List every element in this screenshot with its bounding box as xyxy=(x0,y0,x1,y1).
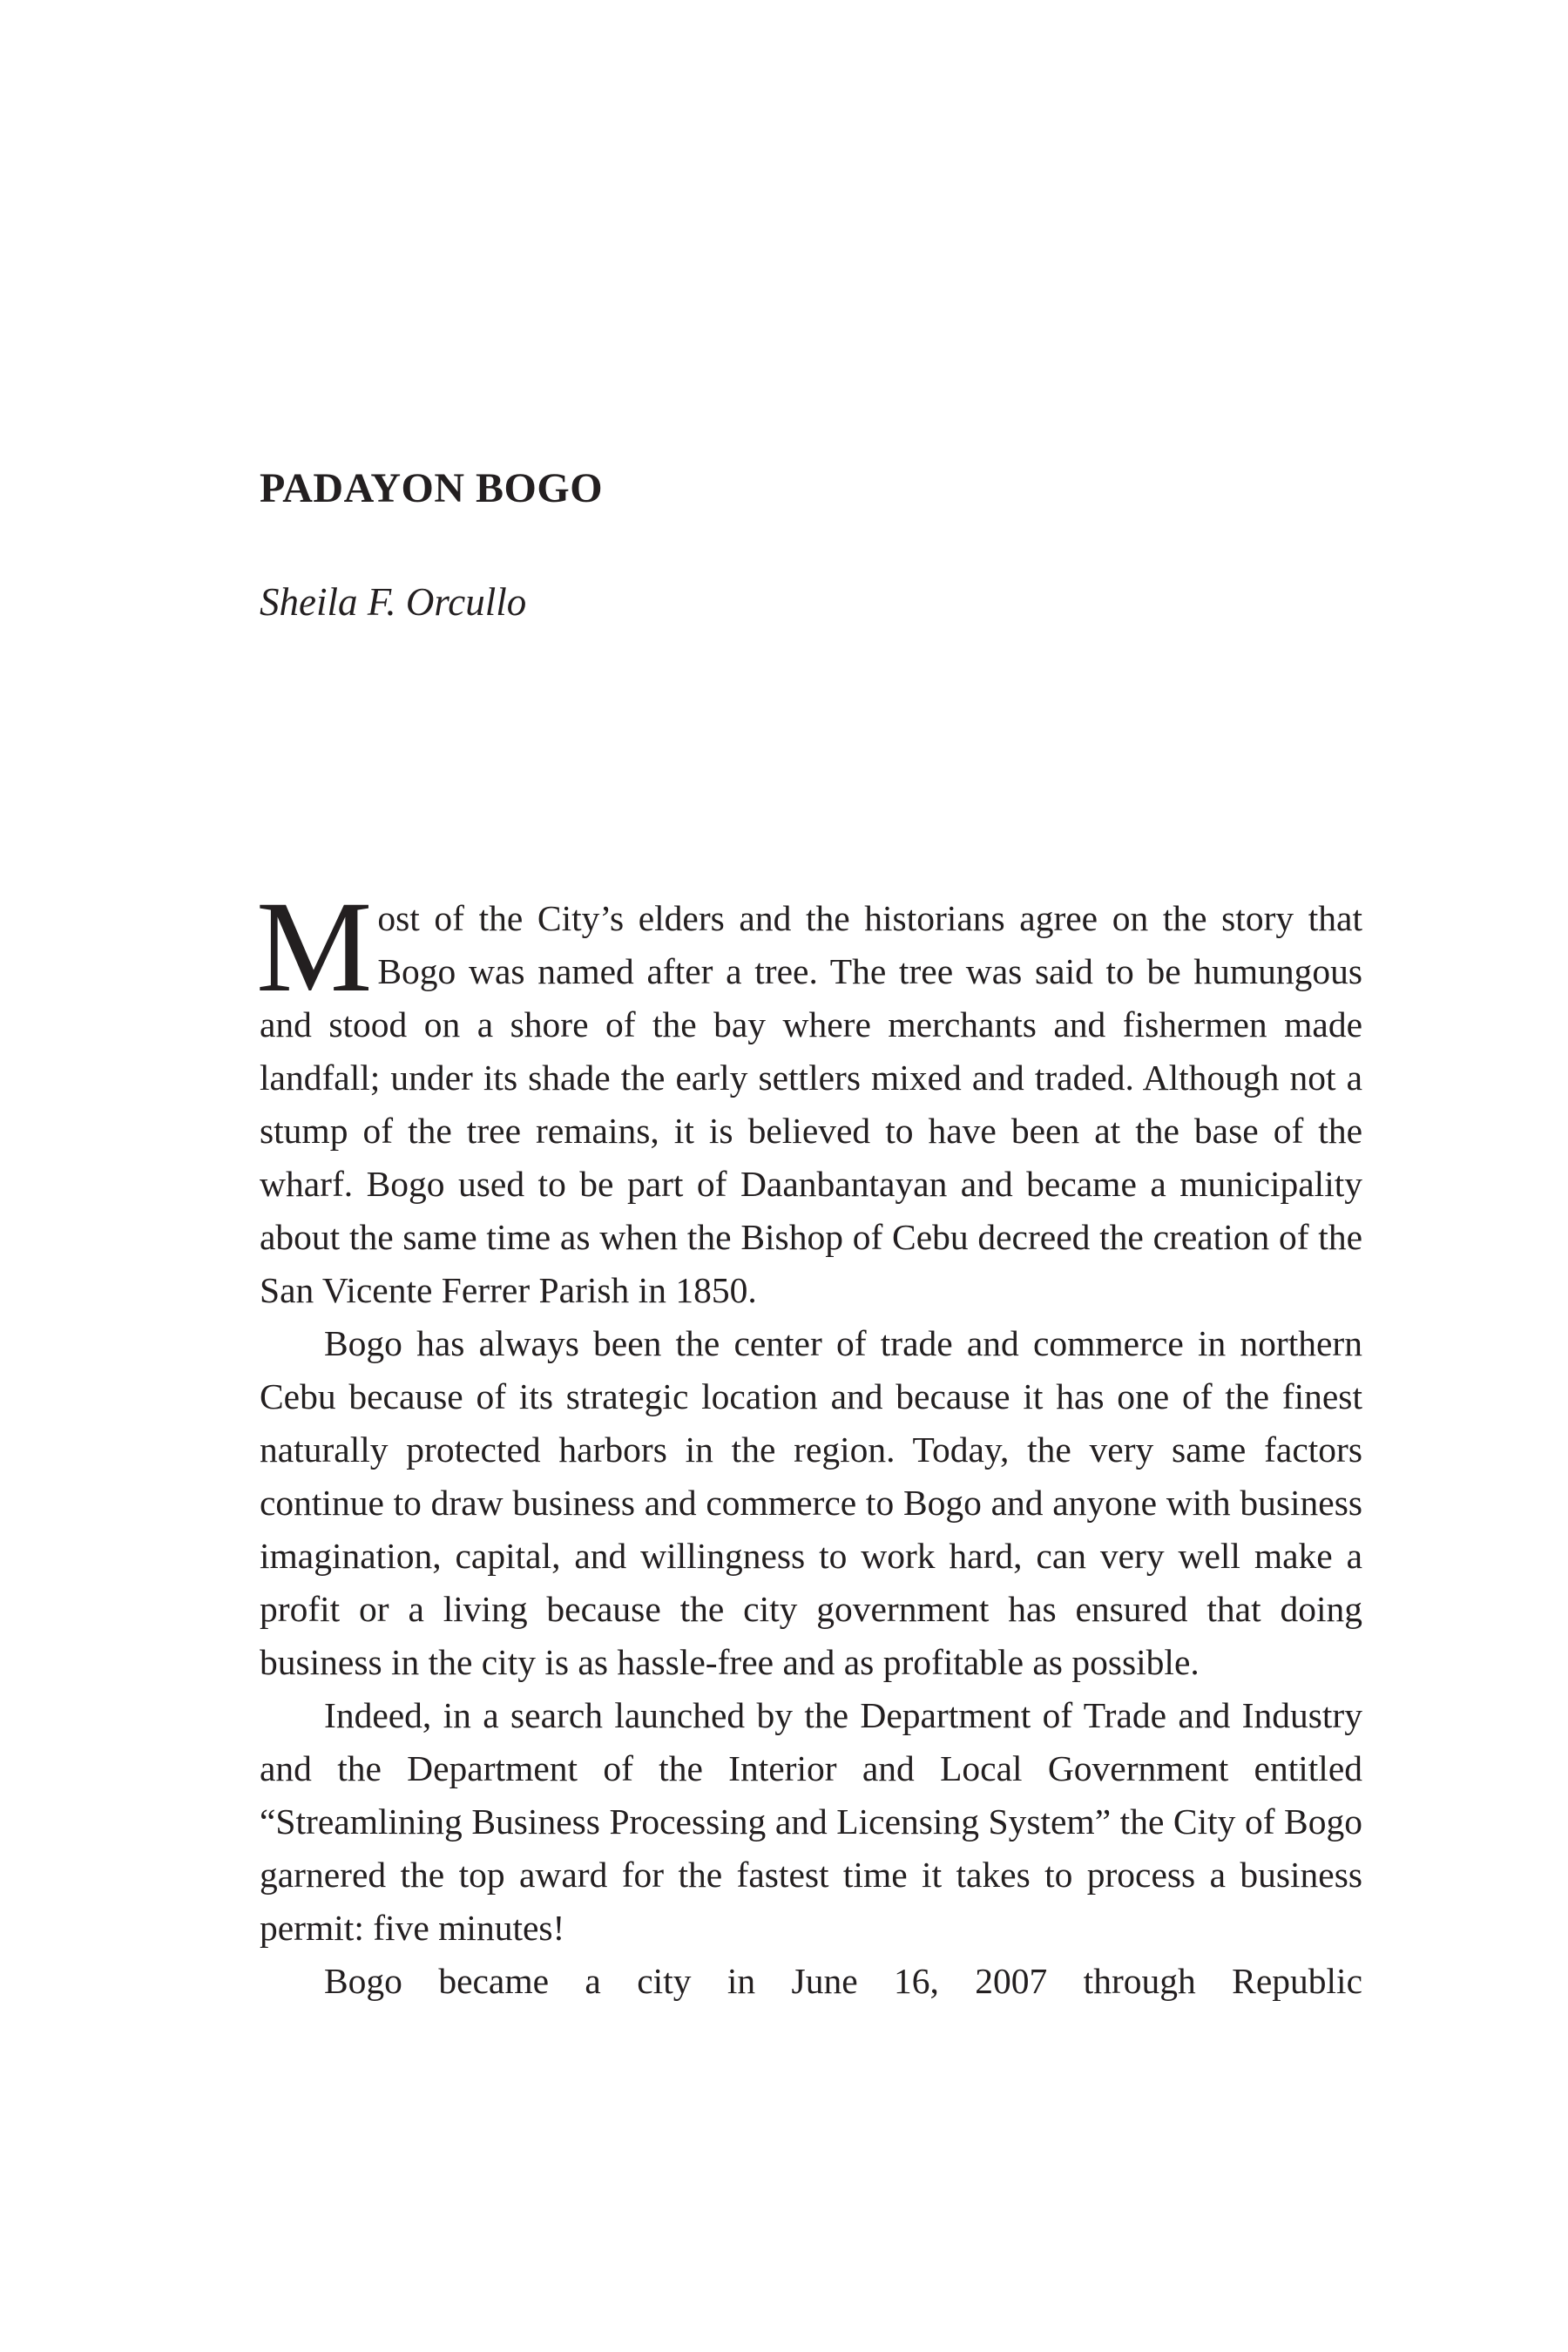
paragraph-3: Indeed, in a search launched by the Department of Trade and Industry and the Department of the Interior and Local Government entitled “Streamlining Business Processing and Licensing System” the City of Bogo garnered the top award for the fastest time it takes to process a business permit: five minutes! xyxy=(260,1695,1362,1948)
author-name: Sheila F. Orcullo xyxy=(260,580,527,624)
article-body xyxy=(256,875,1362,2008)
drop-cap: M xyxy=(256,875,373,1019)
paragraph-2: Bogo has always been the center of trade and commerce in northern Cebu because of its strategic location and because it has one of the finest naturally protected harbors in the region. Today, the very same factors continue to draw business and commerce to Bogo and anyone with business imagination, capital, and willingness to work hard, can very well make a profit or a living because the city government has ensured that doing business in the city is as hassle-free and as profitable as possible. xyxy=(260,1323,1362,1682)
paragraph-1 xyxy=(256,875,1362,1317)
paragraph-4: Bogo became a city in June 16, 2007 through Republic xyxy=(324,1961,1362,2001)
paragraph-1-text: ost of the City’s elders and the historians agree on the story that Bogo was named after a tree. The tree was said to be humungous and stood on a shore of the bay where merchants and fishermen made landfall; under its shade the early settlers mixed and traded. Although not a stump of the tree remains, it is believed to have been at the base of the wharf. Bogo used to be part of Daanbantayan and became a municipality about the same time as when the Bishop of Cebu decreed the creation of the San Vicente Ferrer Parish in 1850. xyxy=(260,898,1362,1310)
chapter-title: PADAYON BOGO xyxy=(260,465,604,511)
